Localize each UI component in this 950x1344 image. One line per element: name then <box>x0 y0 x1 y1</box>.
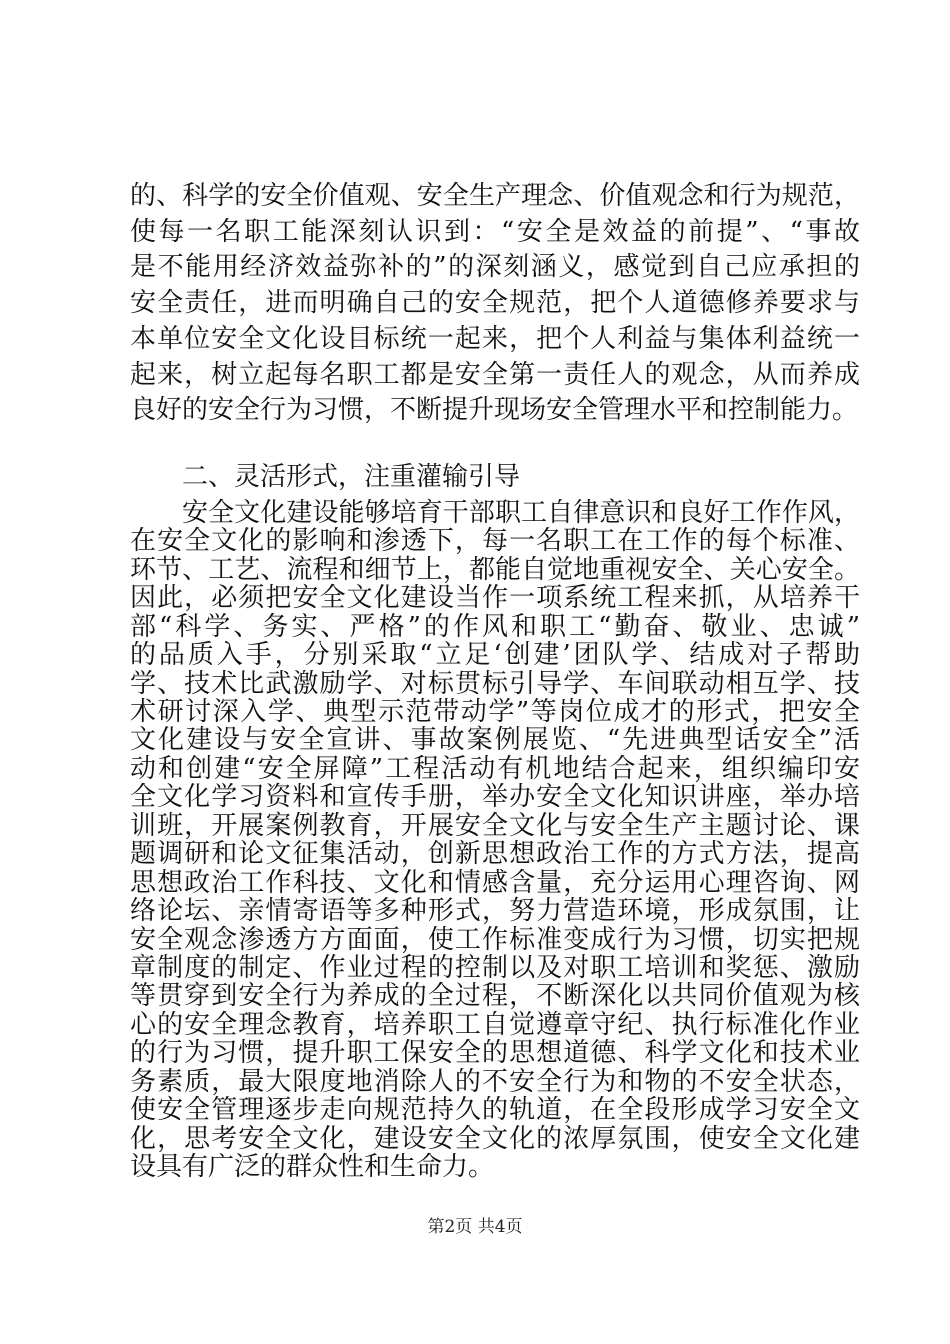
paragraph-1-line-6: 起来，树立起每名职工都是安全第一责任人的观念，从而养成 <box>130 360 860 390</box>
paragraph-1-line-5: 本单位安全文化设目标统一起来，把个人利益与集体利益统一 <box>130 324 860 354</box>
paragraph-2-line-1: 安全文化建设能够培育干部职工自律意识和良好工作作风， <box>182 498 860 528</box>
paragraph-2-line-11: 全文化学习资料和宣传手册，举办安全文化知识讲座，举办培 <box>130 782 860 812</box>
paragraph-2-line-10: 动和创建“安全屏障”工程活动有机地结合起来，组织编印安 <box>130 754 860 784</box>
section-heading: 二、灵活形式，注重灌输引导 <box>182 462 521 492</box>
paragraph-2-line-24: 设具有广泛的群众性和生命力。 <box>130 1152 495 1182</box>
paragraph-2-line-21: 务素质，最大限度地消除人的不安全行为和物的不安全状态， <box>130 1067 860 1097</box>
paragraph-2-line-13: 题调研和论文征集活动，创新思想政治工作的方式方法，提高 <box>130 839 860 869</box>
paragraph-2-line-6: 的品质入手，分别采取“立足‘创建’团队学、结成对子帮助 <box>130 640 860 670</box>
paragraph-1-line-2: 使每一名职工能深刻认识到：“安全是效益的前提”、“事故 <box>130 217 860 247</box>
paragraph-2-line-15: 络论坛、亲情寄语等多种形式，努力营造环境，形成氛围，让 <box>130 896 860 926</box>
paragraph-1-line-7: 良好的安全行为习惯，不断提升现场安全管理水平和控制能力。 <box>130 395 859 425</box>
paragraph-2-line-2: 在安全文化的影响和渗透下，每一名职工在工作的每个标准、 <box>130 526 860 556</box>
paragraph-2-line-7: 学、技术比武激励学、对标贯标引导学、车间联动相互学、技 <box>130 669 860 699</box>
paragraph-2-line-5: 部“科学、务实、严格”的作风和职工“勤奋、敬业、忠诚” <box>130 612 860 642</box>
paragraph-2-line-17: 章制度的制定、作业过程的控制以及对职工培训和奖惩、激励 <box>130 953 860 983</box>
paragraph-2-line-3: 环节、工艺、流程和细节上，都能自觉地重视安全、关心安全。 <box>130 555 860 585</box>
page-footer: 第2页 共4页 <box>427 1217 523 1237</box>
paragraph-1-line-1: 的、科学的安全价值观、安全生产理念、价值观念和行为规范， <box>130 181 860 211</box>
paragraph-2-line-22: 使安全管理逐步走向规范持久的轨道，在全段形成学习安全文 <box>130 1095 860 1125</box>
paragraph-2-line-20: 的行为习惯，提升职工保安全的思想道德、科学文化和技术业 <box>130 1038 860 1068</box>
paragraph-2-line-14: 思想政治工作科技、文化和情感含量，充分运用心理咨询、网 <box>130 868 860 898</box>
paragraph-1-line-3: 是不能用经济效益弥补的”的深刻涵义，感觉到自己应承担的 <box>130 252 860 282</box>
paragraph-2-line-9: 文化建设与安全宣讲、事故案例展览、“先进典型话安全”活 <box>130 725 860 755</box>
paragraph-2-line-18: 等贯穿到安全行为养成的全过程，不断深化以共同价值观为核 <box>130 981 860 1011</box>
paragraph-1-line-4: 安全责任，进而明确自己的安全规范，把个人道德修养要求与 <box>130 288 860 318</box>
paragraph-2-line-19: 心的安全理念教育，培养职工自觉遵章守纪、执行标准化作业 <box>130 1010 860 1040</box>
paragraph-2-line-16: 安全观念渗透方方面面，使工作标准变成行为习惯，切实把规 <box>130 925 860 955</box>
paragraph-2-line-23: 化，思考安全文化，建设安全文化的浓厚氛围，使安全文化建 <box>130 1124 860 1154</box>
paragraph-2-line-4: 因此，必须把安全文化建设当作一项系统工程来抓，从培养干 <box>130 583 860 613</box>
paragraph-2-line-8: 术研讨深入学、典型示范带动学”等岗位成才的形式，把安全 <box>130 697 860 727</box>
paragraph-2-line-12: 训班，开展案例教育，开展安全文化与安全生产主题讨论、课 <box>130 811 860 841</box>
